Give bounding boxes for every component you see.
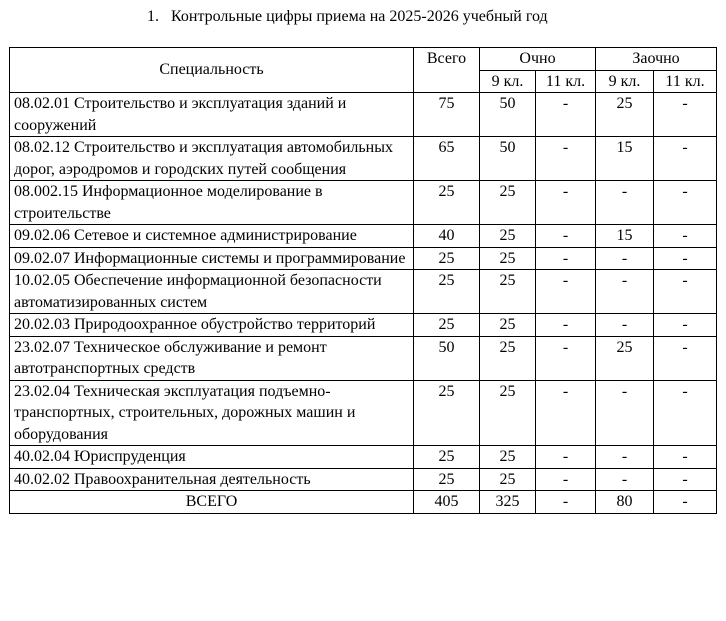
cell-fulltime-grade11: - xyxy=(536,137,596,181)
table-row xyxy=(10,468,717,491)
heading-number: 1. xyxy=(147,8,159,25)
total-fulltime-grade9: 325 xyxy=(480,491,536,514)
cell-fulltime-grade11: - xyxy=(536,181,596,225)
cell-fulltime-grade9: 50 xyxy=(480,93,536,137)
cell-specialty: 08.02.01 Строительство и эксплуатация зданий и сооружений xyxy=(10,93,414,137)
heading-text: Контрольные цифры приема на 2025-2026 учебный год xyxy=(171,8,548,25)
cell-fulltime-grade11: - xyxy=(536,314,596,337)
cell-specialty: 23.02.04 Техническая эксплуатация подъемно-транспортных, строительных, дорожных машин и оборудования xyxy=(10,380,414,446)
cell-total: 40 xyxy=(414,225,480,248)
cell-parttime-grade9: 25 xyxy=(596,336,654,380)
cell-fulltime-grade9: 25 xyxy=(480,247,536,270)
cell-specialty: 08.02.12 Строительство и эксплуатация автомобильных дорог, аэродромов и городских путей сообщения xyxy=(10,137,414,181)
cell-parttime-grade11: - xyxy=(654,93,717,137)
cell-specialty: 09.02.06 Сетевое и системное администрирование xyxy=(10,225,414,248)
cell-parttime-grade9: - xyxy=(596,380,654,446)
cell-fulltime-grade9: 50 xyxy=(480,137,536,181)
header-parttime-grade11: 11 кл. xyxy=(654,70,717,93)
cell-parttime-grade9: 25 xyxy=(596,93,654,137)
cell-fulltime-grade9: 25 xyxy=(480,446,536,469)
table-row xyxy=(10,225,717,248)
admission-table xyxy=(9,47,717,514)
cell-fulltime-grade11: - xyxy=(536,468,596,491)
table-row xyxy=(10,93,717,137)
cell-specialty: 08.002.15 Информационное моделирование в строительстве xyxy=(10,181,414,225)
cell-specialty: 09.02.07 Информационные системы и программирование xyxy=(10,247,414,270)
document-heading xyxy=(147,6,548,28)
cell-fulltime-grade11: - xyxy=(536,247,596,270)
cell-parttime-grade9: 15 xyxy=(596,225,654,248)
cell-fulltime-grade9: 25 xyxy=(480,225,536,248)
cell-parttime-grade11: - xyxy=(654,225,717,248)
cell-fulltime-grade9: 25 xyxy=(480,336,536,380)
total-all: 405 xyxy=(414,491,480,514)
table-row xyxy=(10,181,717,225)
cell-specialty: 40.02.02 Правоохранительная деятельность xyxy=(10,468,414,491)
cell-specialty: 23.02.07 Техническое обслуживание и ремонт автотранспортных средств xyxy=(10,336,414,380)
total-parttime-grade9: 80 xyxy=(596,491,654,514)
cell-parttime-grade11: - xyxy=(654,181,717,225)
cell-fulltime-grade11: - xyxy=(536,380,596,446)
cell-parttime-grade9: 15 xyxy=(596,137,654,181)
header-parttime-grade9: 9 кл. xyxy=(596,70,654,93)
total-label: ВСЕГО xyxy=(10,491,414,514)
cell-parttime-grade11: - xyxy=(654,468,717,491)
cell-parttime-grade9: - xyxy=(596,314,654,337)
cell-fulltime-grade11: - xyxy=(536,446,596,469)
cell-fulltime-grade9: 25 xyxy=(480,314,536,337)
table-row xyxy=(10,380,717,446)
cell-parttime-grade9: - xyxy=(596,247,654,270)
cell-specialty: 40.02.04 Юриспруденция xyxy=(10,446,414,469)
cell-fulltime-grade9: 25 xyxy=(480,270,536,314)
cell-total: 25 xyxy=(414,314,480,337)
cell-parttime-grade11: - xyxy=(654,137,717,181)
total-row xyxy=(10,491,717,514)
cell-parttime-grade11: - xyxy=(654,247,717,270)
cell-parttime-grade11: - xyxy=(654,270,717,314)
header-fulltime-grade11: 11 кл. xyxy=(536,70,596,93)
cell-parttime-grade9: - xyxy=(596,468,654,491)
cell-total: 25 xyxy=(414,380,480,446)
cell-parttime-grade9: - xyxy=(596,181,654,225)
cell-fulltime-grade9: 25 xyxy=(480,468,536,491)
cell-fulltime-grade9: 25 xyxy=(480,181,536,225)
cell-parttime-grade11: - xyxy=(654,336,717,380)
cell-total: 25 xyxy=(414,270,480,314)
cell-total: 25 xyxy=(414,468,480,491)
cell-total: 25 xyxy=(414,247,480,270)
table-row xyxy=(10,446,717,469)
cell-total: 65 xyxy=(414,137,480,181)
cell-fulltime-grade11: - xyxy=(536,336,596,380)
cell-total: 25 xyxy=(414,446,480,469)
cell-parttime-grade9: - xyxy=(596,270,654,314)
table-row xyxy=(10,314,717,337)
cell-specialty: 10.02.05 Обеспечение информационной безопасности автоматизированных систем xyxy=(10,270,414,314)
cell-fulltime-grade11: - xyxy=(536,270,596,314)
cell-total: 75 xyxy=(414,93,480,137)
cell-fulltime-grade11: - xyxy=(536,93,596,137)
total-fulltime-grade11: - xyxy=(536,491,596,514)
table-row xyxy=(10,137,717,181)
header-fulltime-grade9: 9 кл. xyxy=(480,70,536,93)
cell-specialty: 20.02.03 Природоохранное обустройство территорий xyxy=(10,314,414,337)
table-row xyxy=(10,270,717,314)
cell-fulltime-grade9: 25 xyxy=(480,380,536,446)
total-parttime-grade11: - xyxy=(654,491,717,514)
table-row xyxy=(10,247,717,270)
header-parttime: Заочно xyxy=(596,48,717,71)
header-total: Всего xyxy=(414,48,480,93)
cell-parttime-grade11: - xyxy=(654,380,717,446)
cell-parttime-grade11: - xyxy=(654,446,717,469)
cell-parttime-grade9: - xyxy=(596,446,654,469)
cell-total: 25 xyxy=(414,181,480,225)
header-specialty: Специальность xyxy=(10,48,414,93)
header-fulltime: Очно xyxy=(480,48,596,71)
cell-fulltime-grade11: - xyxy=(536,225,596,248)
table-row xyxy=(10,336,717,380)
cell-parttime-grade11: - xyxy=(654,314,717,337)
cell-total: 50 xyxy=(414,336,480,380)
